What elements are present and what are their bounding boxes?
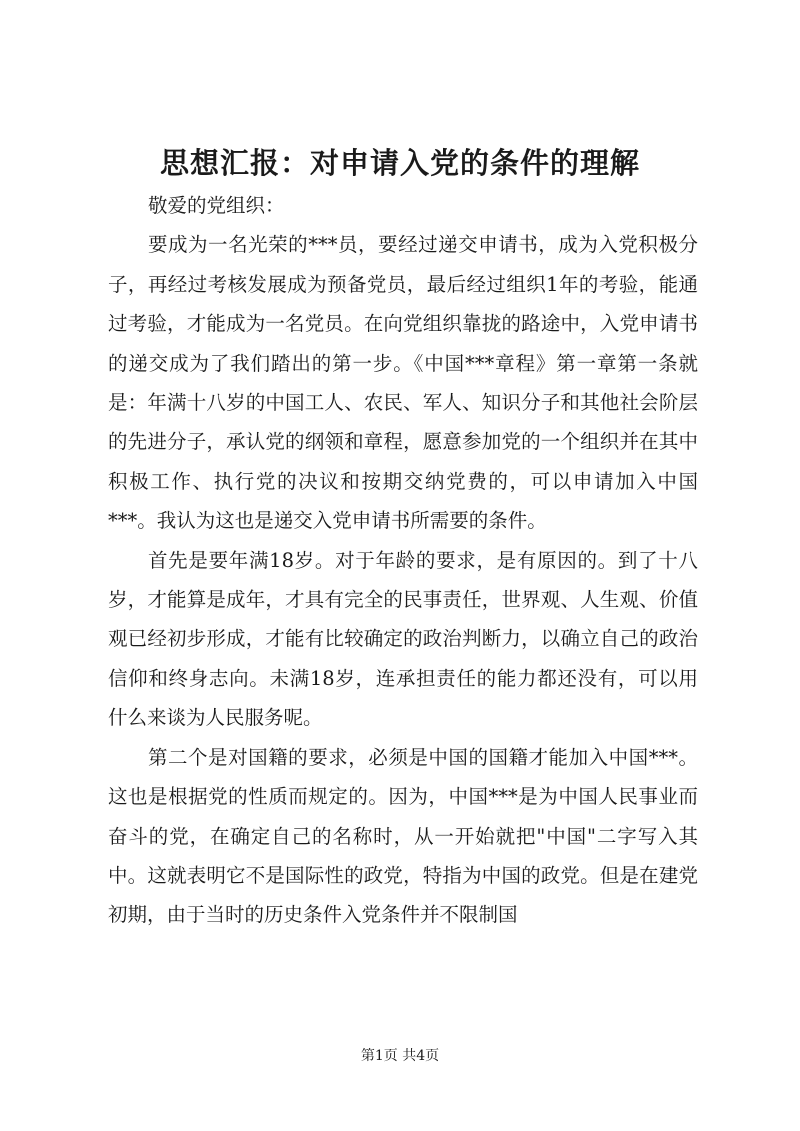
paragraph-2: 首先是要年满18岁。对于年龄的要求，是有原因的。到了十八岁，才能算是成年，才具有完全的民事责任，世界观、人生观、价值观已经初步形成，才能有比较确定的政治判断力，以确立自己的政治信仰和终身志向。未满18岁，连承担责任的能力都还没有，可以用什么来谈为人民服务呢。 [108,548,698,730]
page-footer: 第1页 共4页 [360,1048,440,1064]
salutation: 敬爱的党组织： [147,194,285,217]
document-body [108,186,698,935]
paragraph-1: 要成为一名光荣的***员，要经过递交申请书，成为入党积极分子，再经过考核发展成为预备党员，最后经过组织1年的考验，能通过考验，才能成为一名党员。在向党组织靠拢的路途中，入党申请书的递交成为了我们踏出的第一步。《中国***章程》第一章第一条就是：年满十八岁的中国工人、农民、军人、知识分子和其他社会阶层的先进分子，承认党的纲领和章程，愿意参加党的一个组织并在其中积极工作、执行党的决议和按期交纳党费的，可以申请加入中国***。我认为这也是递交入党申请书所需要的条件。 [108,233,698,533]
paragraph-3: 第二个是对国籍的要求，必须是中国的国籍才能加入中国***。这也是根据党的性质而规定的。因为，中国***是为中国人民事业而奋斗的党，在确定自己的名称时，从一开始就把"中国"二字写入其中。这就表明它不是国际性的政党，特指为中国的政党。但是在建党初期，由于当时的历史条件入党条件并不限制国 [108,745,698,927]
page-title: 思想汇报：对申请入党的条件的理解 [159,146,640,180]
